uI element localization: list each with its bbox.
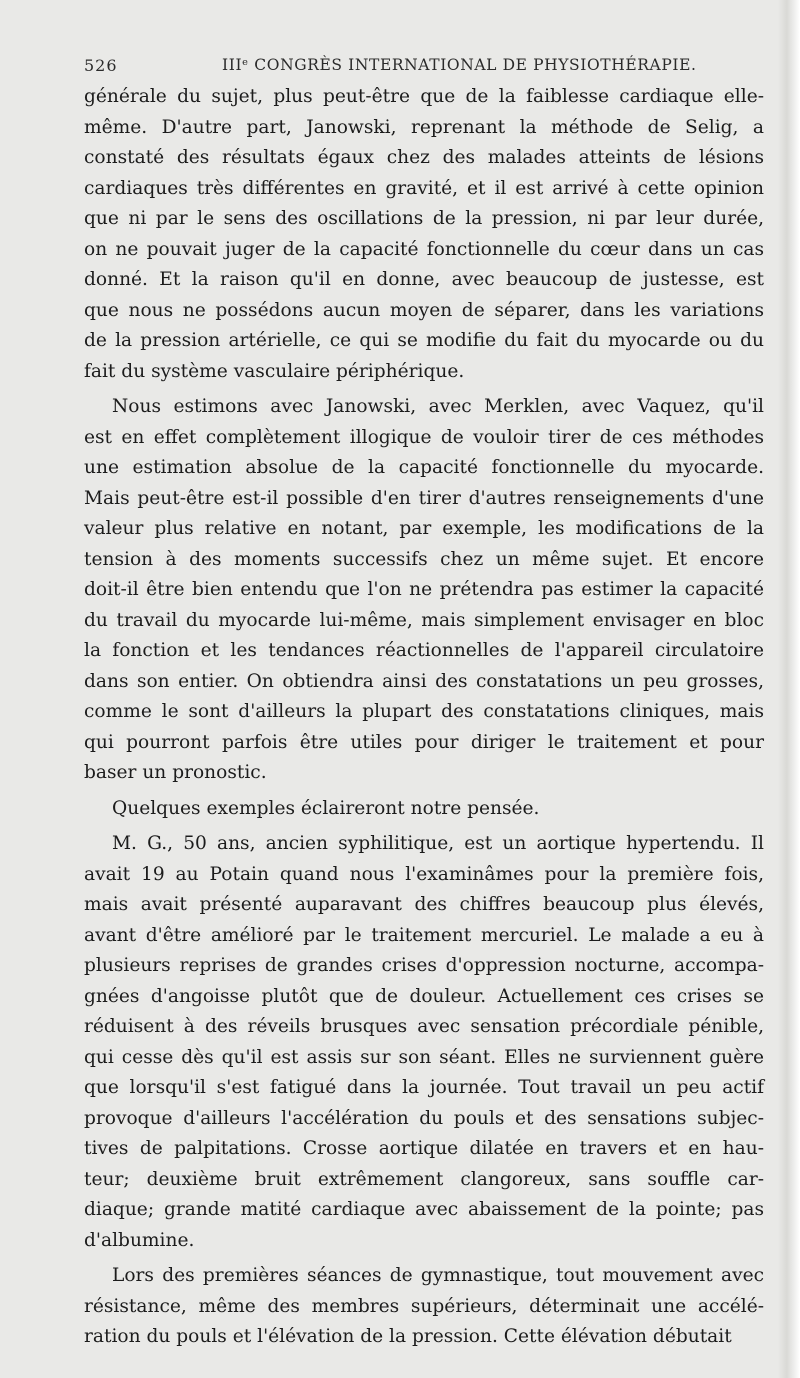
text-line: dans son entier. On obtiendra ainsi des constatations un peu grosses, bbox=[84, 670, 764, 692]
text-line: la fonction et les tendances réactionnelles de l'appareil circulatoire bbox=[84, 640, 764, 661]
text-line: d'albumine. bbox=[84, 1229, 195, 1251]
text-line: que nous ne possédons aucun moyen de séparer, dans les variations bbox=[84, 299, 764, 321]
text-line: plusieurs reprises de grandes crises d'oppression nocturne, accompa- bbox=[84, 955, 764, 976]
text-line: constaté des résultats égaux chez des malades atteints de lésions bbox=[84, 147, 764, 168]
text-line: comme le sont d'ailleurs la plupart des constatations cliniques, mais bbox=[84, 701, 764, 722]
paragraph bbox=[84, 82, 764, 387]
text-line: donné. Et la raison qu'il en donne, avec beaucoup de justesse, est bbox=[84, 269, 764, 290]
text-line: teur; deuxième bruit extrêmement clangoreux, sans souffle car- bbox=[84, 1168, 764, 1190]
text-line: tives de palpitations. Crosse aortique dilatée en travers et en hau- bbox=[84, 1138, 764, 1159]
text-line: fait du système vasculaire périphérique. bbox=[84, 360, 465, 382]
text-line: Quelques exemples éclaireront notre pensée. bbox=[112, 797, 540, 819]
text-line: Lors des premières séances de gymnastique, tout mouvement avec bbox=[112, 1265, 764, 1286]
paragraph bbox=[84, 1261, 764, 1353]
text-line: est en effet complètement illogique de vouloir tirer de ces méthodes bbox=[84, 426, 764, 448]
text-line: Nous estimons avec Janowski, avec Merklen, avec Vaquez, qu'il bbox=[112, 396, 764, 417]
text-line: que ni par le sens des oscillations de la pression, ni par leur durée, bbox=[84, 208, 764, 229]
text-line: réduisent à des réveils brusques avec sensation précordiale pénible, bbox=[84, 1016, 764, 1037]
text-line: que lorsqu'il s'est fatigué dans la journée. Tout travail un peu actif bbox=[84, 1077, 764, 1098]
running-title: IIIᵉ CONGRÈS INTERNATIONAL DE PHYSIOTHÉRAPIE. bbox=[222, 56, 697, 74]
text-line: avait 19 au Potain quand nous l'examinâmes pour la première fois, bbox=[84, 863, 764, 885]
text-line: Mais peut-être est-il possible d'en tirer d'autres renseignements d'une bbox=[84, 487, 764, 509]
text-line: baser un pronostic. bbox=[84, 762, 267, 783]
text-line: mais avait présenté auparavant des chiffres beaucoup plus élevés, bbox=[84, 894, 764, 915]
body-text bbox=[84, 82, 764, 1353]
text-line: cardiaques très différentes en gravité, et il est arrivé à cette opinion bbox=[84, 177, 764, 199]
text-line: avant d'être amélioré par le traitement mercuriel. Le malade a eu à bbox=[84, 924, 764, 946]
text-line: M. G., 50 ans, ancien syphilitique, est un aortique hypertendu. Il bbox=[112, 833, 764, 854]
paragraph bbox=[84, 794, 764, 825]
text-line: tension à des moments successifs chez un même sujet. Et encore bbox=[84, 548, 764, 570]
text-line: ration du pouls et l'élévation de la pression. Cette élévation débutait bbox=[84, 1326, 732, 1347]
text-line: gnées d'angoisse plutôt que de douleur. Actuellement ces crises se bbox=[84, 985, 764, 1007]
text-line: doit-il être bien entendu que l'on ne prétendra pas estimer la capacité bbox=[84, 579, 764, 600]
text-line: valeur plus relative en notant, par exemple, les modifications de la bbox=[84, 518, 764, 539]
paragraph bbox=[84, 392, 764, 789]
text-line: du travail du myocarde lui-même, mais simplement envisager en bloc bbox=[84, 609, 764, 631]
text-line: générale du sujet, plus peut-être que de la faiblesse cardiaque elle- bbox=[84, 86, 764, 107]
text-line: qui pourront parfois être utiles pour diriger le traitement et pour bbox=[84, 731, 764, 753]
running-header bbox=[84, 52, 756, 82]
text-line: provoque d'ailleurs l'accélération du pouls et des sensations subjec- bbox=[84, 1107, 764, 1129]
page-number: 526 bbox=[84, 56, 118, 75]
paragraph bbox=[84, 829, 764, 1256]
text-line: résistance, même des membres supérieurs, déterminait une accélé- bbox=[84, 1295, 764, 1317]
text-line: de la pression artérielle, ce qui se modifie du fait du myocarde ou du bbox=[84, 330, 764, 351]
page-edge bbox=[778, 0, 800, 1378]
text-line: une estimation absolue de la capacité fonctionnelle du myocarde. bbox=[84, 457, 764, 478]
text-line: on ne pouvait juger de la capacité fonctionnelle du cœur dans un cas bbox=[84, 238, 764, 260]
text-line: même. D'autre part, Janowski, reprenant la méthode de Selig, a bbox=[84, 116, 764, 138]
text-line: qui cesse dès qu'il est assis sur son séant. Elles ne surviennent guère bbox=[84, 1046, 764, 1068]
text-line: diaque; grande matité cardiaque avec abaissement de la pointe; pas bbox=[84, 1199, 764, 1220]
